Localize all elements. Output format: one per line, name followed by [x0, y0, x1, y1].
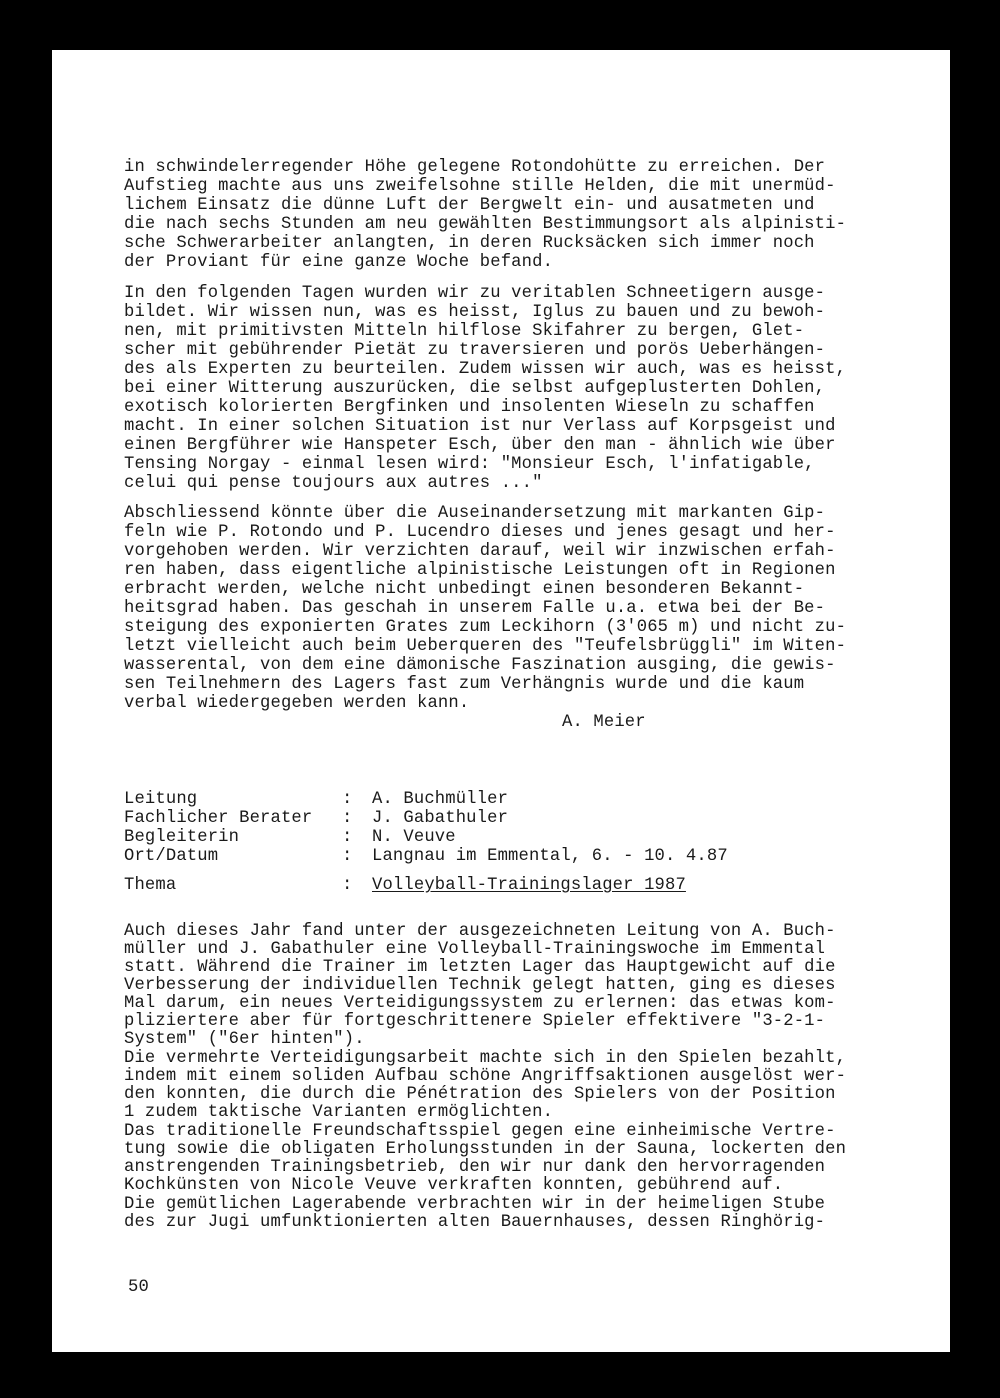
text-line: Abschliessend könnte über die Auseinandersetzung mit markanten Gip- — [124, 504, 826, 523]
info-separator: : — [342, 809, 353, 828]
text-line: In den folgenden Tagen wurden wir zu veritablen Schneetigern ausge- — [124, 284, 826, 303]
text-line: lichem Einsatz die dünne Luft der Bergwelt ein- und ausatmeten und — [124, 196, 815, 215]
author-signature: A. Meier — [562, 713, 646, 732]
text-line: den konnten, die durch die Pénétration des Spielers von der Position — [124, 1085, 836, 1104]
text-line: bildet. Wir wissen nun, was es heisst, Iglus zu bauen und zu bewoh- — [124, 303, 826, 322]
text-line: die nach sechs Stunden am neu gewählten Bestimmungsort als alpinisti- — [124, 215, 847, 234]
document-page — [52, 50, 950, 1352]
text-line: heitsgrad haben. Das geschah in unserem Falle u.a. etwa bei der Be- — [124, 599, 826, 618]
text-line: tung sowie die obligaten Erholungsstunden in der Sauna, lockerten den — [124, 1140, 847, 1159]
info-label: Fachlicher Berater — [124, 809, 313, 828]
text-line: vorgehoben werden. Wir verzichten darauf, weil wir inzwischen erfah- — [124, 542, 836, 561]
text-line: Tensing Norgay - einmal lesen wird: "Monsieur Esch, l'infatigable, — [124, 455, 815, 474]
text-line: letzt vielleicht auch beim Ueberqueren des "Teufelsbrüggli" im Witen- — [124, 637, 847, 656]
text-line: verbal wiedergegeben werden kann. — [124, 694, 470, 713]
text-line: ren haben, dass eigentliche alpinistische Leistungen oft in Regionen — [124, 561, 836, 580]
text-line: der Proviant für eine ganze Woche befand. — [124, 253, 554, 272]
text-line: Das traditionelle Freundschaftsspiel gegen eine einheimische Vertre- — [124, 1122, 836, 1141]
info-separator: : — [342, 790, 353, 809]
info-value: J. Gabathuler — [372, 809, 509, 828]
text-line: feln wie P. Rotondo und P. Lucendro dieses und jenes gesagt und her- — [124, 523, 836, 542]
text-line: Auch dieses Jahr fand unter der ausgezeichneten Leitung von A. Buch- — [124, 922, 836, 941]
text-line: Verbesserung der individuellen Technik gelegt hatten, ging es dieses — [124, 976, 836, 995]
text-line: Die vermehrte Verteidigungsarbeit machte sich in den Spielen bezahlt, — [124, 1049, 847, 1068]
info-value: A. Buchmüller — [372, 790, 509, 809]
info-label: Begleiterin — [124, 828, 240, 847]
text-line: sen Teilnehmern des Lagers fast zum Verhängnis wurde und die kaum — [124, 675, 805, 694]
text-line: einen Bergführer wie Hanspeter Esch, über den man - ähnlich wie über — [124, 436, 836, 455]
text-line: erbracht werden, welche nicht unbedingt einen besonderen Bekannt- — [124, 580, 805, 599]
text-line: steigung des exponierten Grates zum Leckihorn (3'065 m) und nicht zu- — [124, 618, 847, 637]
text-line: celui qui pense toujours aux autres ..." — [124, 474, 543, 493]
text-line: Die gemütlichen Lagerabende verbrachten wir in der heimeligen Stube — [124, 1195, 826, 1214]
info-value: Langnau im Emmental, 6. - 10. 4.87 — [372, 847, 728, 866]
info-separator: : — [342, 876, 353, 895]
text-line: scher mit gebührender Pietät zu traversieren und porös Ueberhängen- — [124, 341, 826, 360]
text-line: Aufstieg machte aus uns zweifelsohne stille Helden, die mit unermüd- — [124, 177, 836, 196]
text-line: sche Schwerarbeiter anlangten, in deren Rucksäcken sich immer noch — [124, 234, 815, 253]
text-line: anstrengenden Trainingsbetrieb, den wir nur dank den hervorragenden — [124, 1158, 826, 1177]
text-line: wasserental, von dem eine dämonische Faszination ausging, die gewis- — [124, 656, 836, 675]
info-separator: : — [342, 828, 353, 847]
page-number: 50 — [128, 1278, 149, 1297]
text-line: indem mit einem soliden Aufbau schöne Angriffsaktionen ausgelöst wer- — [124, 1067, 847, 1086]
text-line: bei einer Witterung auszurücken, die selbst aufgeplusterten Dohlen, — [124, 379, 826, 398]
text-line: Mal darum, ein neues Verteidigungssystem zu erlernen: das etwas kom- — [124, 994, 836, 1013]
info-separator: : — [342, 847, 353, 866]
topic-title: Volleyball-Trainingslager 1987 — [372, 876, 686, 895]
info-label: Leitung — [124, 790, 198, 809]
text-line: pliziertere aber für fortgeschrittenere Spieler effektivere "3-2-1- — [124, 1012, 826, 1031]
text-line: System" ("6er hinten"). — [124, 1030, 365, 1049]
text-line: des zur Jugi umfunktionierten alten Bauernhauses, dessen Ringhörig- — [124, 1213, 826, 1232]
info-value: N. Veuve — [372, 828, 456, 847]
text-line: macht. In einer solchen Situation ist nur Verlass auf Korpsgeist und — [124, 417, 836, 436]
text-line: 1 zudem taktische Varianten ermöglichten. — [124, 1103, 554, 1122]
text-line: in schwindelerregender Höhe gelegene Rotondohütte zu erreichen. Der — [124, 158, 826, 177]
info-label: Thema — [124, 876, 177, 895]
info-label: Ort/Datum — [124, 847, 219, 866]
text-line: müller und J. Gabathuler eine Volleyball-Trainingswoche im Emmental — [124, 940, 826, 959]
text-line: des als Experten zu beurteilen. Zudem wissen wir auch, was es heisst, — [124, 360, 847, 379]
text-line: statt. Während die Trainer im letzten Lager das Hauptgewicht auf die — [124, 958, 836, 977]
text-line: exotisch kolorierten Bergfinken und insolenten Wieseln zu schaffen — [124, 398, 815, 417]
text-line: Kochkünsten von Nicole Veuve verkraften konnten, gebührend auf. — [124, 1176, 784, 1195]
text-line: nen, mit primitivsten Mitteln hilflose Skifahrer zu bergen, Glet- — [124, 322, 805, 341]
